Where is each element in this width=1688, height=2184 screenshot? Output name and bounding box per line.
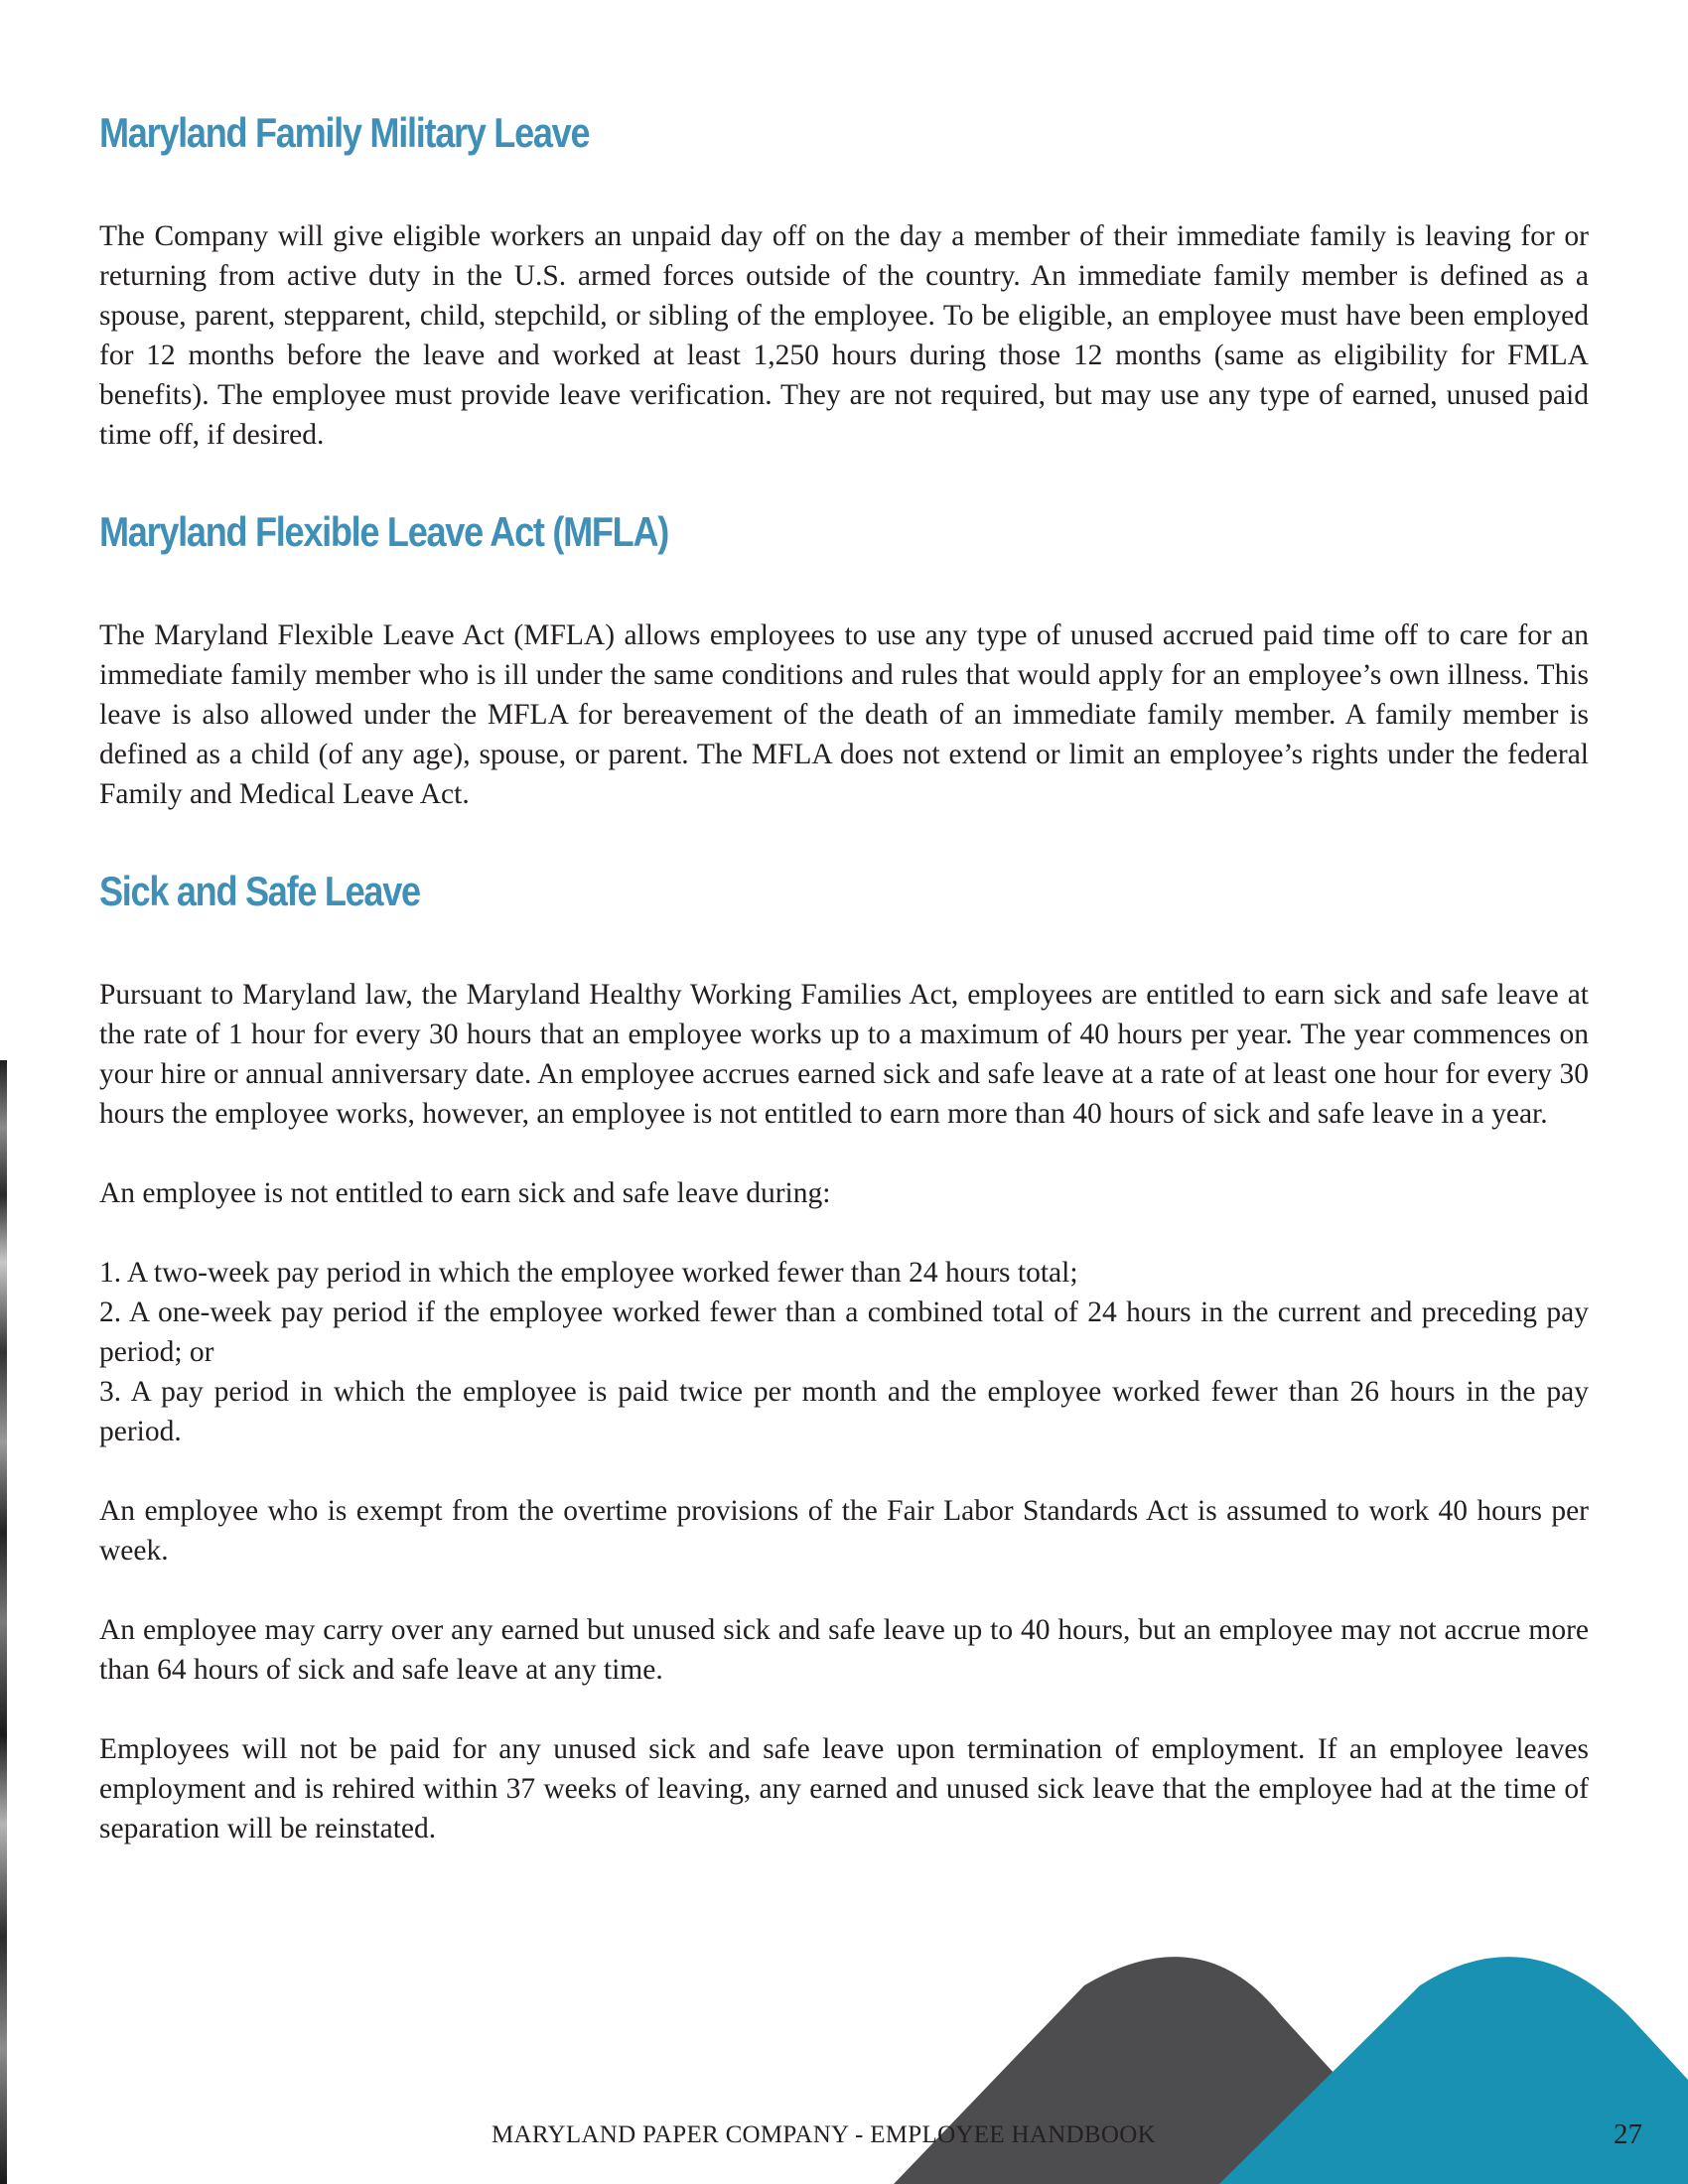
body-paragraph: The Maryland Flexible Leave Act (MFLA) allows employees to use any type of unused accrued paid time off to care for an immediate family member who is ill under the same conditions and rules that would apply for an employee’s own illness. This leave is also allowed under the MFLA for bereavement of the death of an immediate family member. A family member is defined as a child (of any age), spouse, or parent. The MFLA does not extend or limit an employee’s rights under the federal Family and Medical Leave Act. <box>99 619 1589 810</box>
page-content <box>99 99 1589 1848</box>
footer-title: MARYLAND PAPER COMPANY - EMPLOYEE HANDBOOK <box>492 2121 1156 2148</box>
list-item: 1. A two-week pay period in which the employee worked fewer than 24 hours total; <box>99 1257 1078 1289</box>
body-paragraph: An employee is not entitled to earn sick and safe leave during: <box>99 1177 831 1209</box>
numbered-list <box>99 1253 1589 1451</box>
section-heading: Maryland Family Military Leave <box>99 109 590 156</box>
list-item: 3. A pay period in which the employee is paid twice per month and the employee worked fewer than 26 hours in the pay period. <box>99 1376 1589 1447</box>
body-paragraph: An employee who is exempt from the overtime provisions of the Fair Labor Standards Act is assumed to work 40 hours per week. <box>99 1495 1589 1567</box>
body-paragraph: Pursuant to Maryland law, the Maryland Healthy Working Families Act, employees are entitled to earn sick and safe leave at the rate of 1 hour for every 30 hours that an employee works up to a maximum of 40 hours per year. The year commences on your hire or annual anniversary date. An employee accrues earned sick and safe leave at a rate of at least one hour for every 30 hours the employee works, however, an employee is not entitled to earn more than 40 hours of sick and safe leave in a year. <box>99 979 1589 1130</box>
section-heading: Maryland Flexible Leave Act (MFLA) <box>99 508 668 555</box>
section-heading: Sick and Safe Leave <box>99 868 420 914</box>
body-paragraph: Employees will not be paid for any unused sick and safe leave upon termination of employment. If an employee leaves employment and is rehired within 37 weeks of leaving, any earned and unused sick leave that the employee had at the time of separation will be reinstated. <box>99 1733 1589 1844</box>
body-paragraph: The Company will give eligible workers an unpaid day off on the day a member of their immediate family is leaving for or returning from active duty in the U.S. armed forces outside of the country. An immediate family member is defined as a spouse, parent, stepparent, child, stepchild, or sibling of the employee. To be eligible, an employee must have been employed for 12 months before the leave and worked at least 1,250 hours during those 12 months (same as eligibility for FMLA benefits). The employee must provide leave verification. They are not required, but may use any type of earned, unused paid time off, if desired. <box>99 220 1589 451</box>
list-item: 2. A one-week pay period if the employee worked fewer than a combined total of 24 hours in the current and preceding pay period; or <box>99 1297 1589 1368</box>
body-paragraph: An employee may carry over any earned but unused sick and safe leave up to 40 hours, but an employee may not accrue more than 64 hours of sick and safe leave at any time. <box>99 1614 1589 1686</box>
page-number: 27 <box>1614 2118 1642 2150</box>
